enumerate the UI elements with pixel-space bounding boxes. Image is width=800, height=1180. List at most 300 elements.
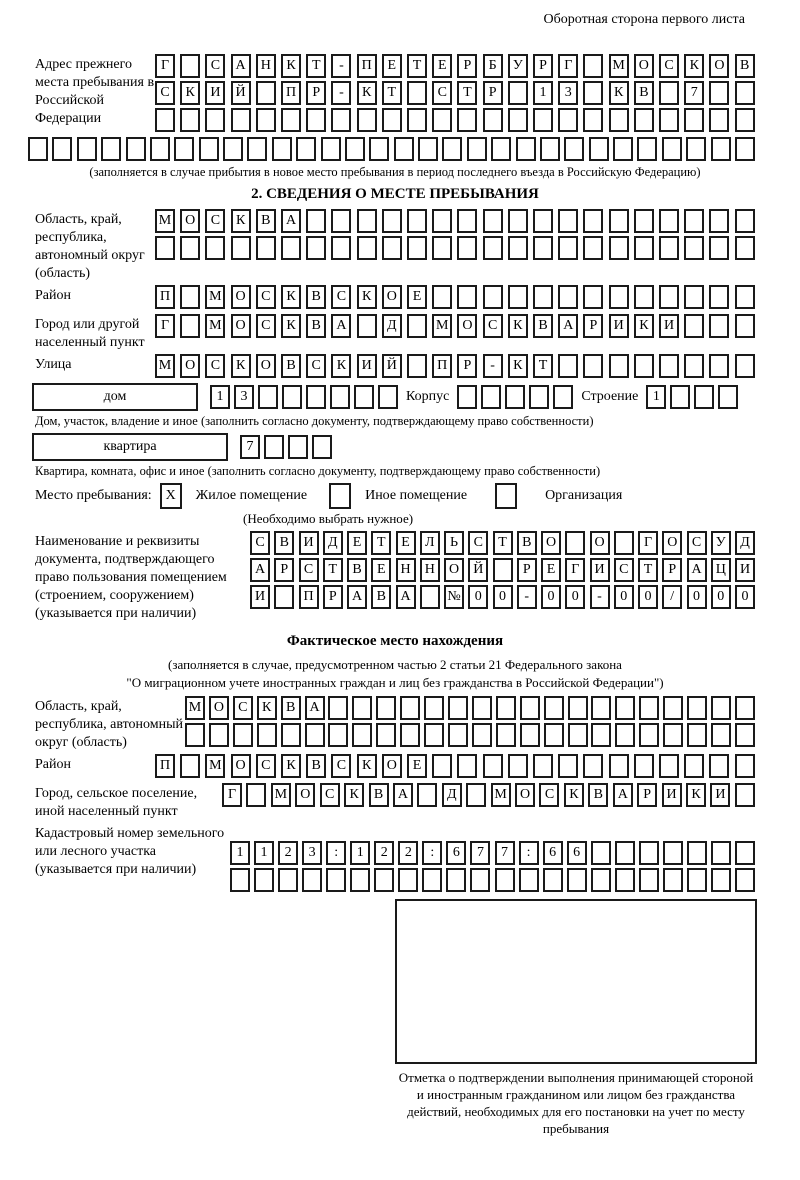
char-box[interactable]: : (326, 841, 346, 865)
char-box[interactable] (529, 385, 549, 409)
char-box[interactable]: 0 (735, 585, 755, 609)
char-box[interactable] (533, 285, 553, 309)
char-box[interactable] (369, 137, 389, 161)
char-box[interactable] (735, 723, 755, 747)
char-box[interactable] (288, 435, 308, 459)
char-box[interactable]: С (256, 754, 276, 778)
char-box[interactable] (735, 868, 755, 892)
char-box[interactable] (493, 558, 513, 582)
char-box[interactable]: М (491, 783, 511, 807)
char-box[interactable]: В (256, 209, 276, 233)
char-box[interactable]: Г (155, 314, 175, 338)
char-box[interactable] (199, 137, 219, 161)
char-box[interactable] (302, 868, 322, 892)
char-box[interactable] (634, 108, 654, 132)
char-box[interactable] (558, 354, 578, 378)
char-box[interactable]: А (331, 314, 351, 338)
char-box[interactable] (321, 137, 341, 161)
char-box[interactable] (378, 385, 398, 409)
char-box[interactable]: К (231, 209, 251, 233)
char-box[interactable] (709, 108, 729, 132)
char-box[interactable]: Н (420, 558, 440, 582)
char-box[interactable] (615, 723, 635, 747)
char-box[interactable] (357, 314, 377, 338)
char-box[interactable] (398, 868, 418, 892)
char-box[interactable] (328, 696, 348, 720)
char-box[interactable] (305, 723, 325, 747)
char-box[interactable] (483, 209, 503, 233)
char-box[interactable] (282, 385, 302, 409)
char-box[interactable] (180, 236, 200, 260)
char-box[interactable] (583, 81, 603, 105)
char-box[interactable] (352, 723, 372, 747)
char-box[interactable] (180, 54, 200, 78)
char-box[interactable] (382, 108, 402, 132)
char-box[interactable] (457, 209, 477, 233)
char-box[interactable]: Е (407, 754, 427, 778)
char-box[interactable] (457, 754, 477, 778)
char-box[interactable] (591, 696, 611, 720)
char-box[interactable]: Д (323, 531, 343, 555)
checkbox-zhiloe[interactable]: X (160, 483, 182, 509)
char-box[interactable]: 6 (446, 841, 466, 865)
char-box[interactable] (185, 723, 205, 747)
char-box[interactable]: О (634, 54, 654, 78)
char-box[interactable]: Р (583, 314, 603, 338)
char-box[interactable]: К (331, 354, 351, 378)
char-box[interactable]: К (634, 314, 654, 338)
char-box[interactable]: Т (382, 81, 402, 105)
char-box[interactable]: В (347, 558, 367, 582)
char-box[interactable] (711, 696, 731, 720)
char-box[interactable]: 3 (558, 81, 578, 105)
char-box[interactable] (615, 868, 635, 892)
char-box[interactable]: В (306, 314, 326, 338)
char-box[interactable] (583, 54, 603, 78)
char-box[interactable] (659, 108, 679, 132)
char-box[interactable] (686, 137, 706, 161)
char-box[interactable] (296, 137, 316, 161)
char-box[interactable] (407, 236, 427, 260)
char-box[interactable] (533, 754, 553, 778)
char-box[interactable]: Е (432, 54, 452, 78)
char-box[interactable]: А (558, 314, 578, 338)
char-box[interactable]: М (205, 754, 225, 778)
char-box[interactable] (442, 137, 462, 161)
char-box[interactable]: Е (407, 285, 427, 309)
char-box[interactable] (330, 385, 350, 409)
char-box[interactable] (357, 108, 377, 132)
char-box[interactable]: - (331, 54, 351, 78)
char-box[interactable] (312, 435, 332, 459)
char-box[interactable]: С (483, 314, 503, 338)
char-box[interactable]: К (686, 783, 706, 807)
char-box[interactable]: 1 (210, 385, 230, 409)
char-box[interactable] (543, 868, 563, 892)
char-box[interactable]: Г (638, 531, 658, 555)
char-box[interactable]: / (662, 585, 682, 609)
char-box[interactable]: 1 (533, 81, 553, 105)
char-box[interactable]: А (250, 558, 270, 582)
char-box[interactable] (735, 696, 755, 720)
char-box[interactable] (568, 723, 588, 747)
char-box[interactable]: У (508, 54, 528, 78)
char-box[interactable] (687, 841, 707, 865)
char-box[interactable] (565, 531, 585, 555)
char-box[interactable] (306, 209, 326, 233)
char-box[interactable] (331, 209, 351, 233)
char-box[interactable] (609, 108, 629, 132)
char-box[interactable]: И (659, 314, 679, 338)
char-box[interactable]: О (295, 783, 315, 807)
char-box[interactable]: М (185, 696, 205, 720)
char-box[interactable]: И (662, 783, 682, 807)
char-box[interactable] (491, 137, 511, 161)
char-box[interactable] (400, 696, 420, 720)
char-box[interactable]: К (281, 285, 301, 309)
char-box[interactable]: В (371, 585, 391, 609)
char-box[interactable]: В (533, 314, 553, 338)
char-box[interactable]: С (205, 209, 225, 233)
char-box[interactable]: Т (638, 558, 658, 582)
char-box[interactable] (126, 137, 146, 161)
char-box[interactable]: О (231, 754, 251, 778)
char-box[interactable] (483, 754, 503, 778)
char-box[interactable]: О (231, 314, 251, 338)
char-box[interactable]: И (205, 81, 225, 105)
char-box[interactable]: В (306, 285, 326, 309)
char-box[interactable]: Д (442, 783, 462, 807)
char-box[interactable]: С (256, 314, 276, 338)
char-box[interactable]: В (306, 754, 326, 778)
char-box[interactable] (306, 108, 326, 132)
char-box[interactable]: Т (323, 558, 343, 582)
char-box[interactable]: О (457, 314, 477, 338)
char-box[interactable]: 7 (684, 81, 704, 105)
char-box[interactable] (180, 108, 200, 132)
char-box[interactable]: Л (420, 531, 440, 555)
char-box[interactable] (670, 385, 690, 409)
char-box[interactable] (735, 137, 755, 161)
char-box[interactable] (247, 137, 267, 161)
char-box[interactable]: К (564, 783, 584, 807)
char-box[interactable]: Г (155, 54, 175, 78)
char-box[interactable] (564, 137, 584, 161)
char-box[interactable] (508, 81, 528, 105)
char-box[interactable]: № (444, 585, 464, 609)
char-box[interactable] (272, 137, 292, 161)
char-box[interactable] (432, 108, 452, 132)
char-box[interactable] (684, 209, 704, 233)
char-box[interactable] (659, 81, 679, 105)
char-box[interactable]: А (347, 585, 367, 609)
char-box[interactable] (684, 108, 704, 132)
char-box[interactable]: Т (493, 531, 513, 555)
char-box[interactable] (659, 754, 679, 778)
char-box[interactable]: Г (222, 783, 242, 807)
char-box[interactable] (711, 841, 731, 865)
char-box[interactable] (256, 236, 276, 260)
char-box[interactable] (281, 723, 301, 747)
char-box[interactable]: П (432, 354, 452, 378)
char-box[interactable] (663, 723, 683, 747)
char-box[interactable]: 0 (687, 585, 707, 609)
char-box[interactable]: Р (323, 585, 343, 609)
char-box[interactable]: Г (558, 54, 578, 78)
char-box[interactable]: Р (306, 81, 326, 105)
char-box[interactable]: К (609, 81, 629, 105)
char-box[interactable]: С (299, 558, 319, 582)
char-box[interactable]: А (396, 585, 416, 609)
char-box[interactable] (424, 696, 444, 720)
char-box[interactable] (209, 723, 229, 747)
char-box[interactable]: Д (382, 314, 402, 338)
char-box[interactable]: П (281, 81, 301, 105)
char-box[interactable]: 0 (638, 585, 658, 609)
char-box[interactable]: В (517, 531, 537, 555)
char-box[interactable]: П (357, 54, 377, 78)
char-box[interactable] (553, 385, 573, 409)
char-box[interactable]: 1 (230, 841, 250, 865)
char-box[interactable]: В (634, 81, 654, 105)
char-box[interactable]: А (393, 783, 413, 807)
char-box[interactable] (205, 108, 225, 132)
char-box[interactable]: Е (541, 558, 561, 582)
char-box[interactable] (432, 754, 452, 778)
char-box[interactable]: О (180, 354, 200, 378)
char-box[interactable]: Р (274, 558, 294, 582)
char-box[interactable] (583, 354, 603, 378)
char-box[interactable] (687, 696, 707, 720)
char-box[interactable]: 6 (543, 841, 563, 865)
char-box[interactable] (101, 137, 121, 161)
char-box[interactable] (407, 209, 427, 233)
char-box[interactable]: Й (382, 354, 402, 378)
char-box[interactable] (281, 236, 301, 260)
char-box[interactable] (481, 385, 501, 409)
char-box[interactable]: И (299, 531, 319, 555)
char-box[interactable] (544, 723, 564, 747)
char-box[interactable]: О (231, 285, 251, 309)
char-box[interactable] (472, 723, 492, 747)
char-box[interactable]: 1 (350, 841, 370, 865)
char-box[interactable] (591, 723, 611, 747)
char-box[interactable] (483, 236, 503, 260)
char-box[interactable] (533, 108, 553, 132)
char-box[interactable] (254, 868, 274, 892)
char-box[interactable]: С (614, 558, 634, 582)
char-box[interactable] (711, 868, 731, 892)
char-box[interactable] (709, 81, 729, 105)
char-box[interactable] (687, 723, 707, 747)
char-box[interactable] (583, 754, 603, 778)
char-box[interactable]: А (305, 696, 325, 720)
char-box[interactable] (306, 236, 326, 260)
char-box[interactable] (496, 723, 516, 747)
char-box[interactable] (615, 841, 635, 865)
char-box[interactable] (663, 841, 683, 865)
char-box[interactable] (77, 137, 97, 161)
char-box[interactable] (544, 696, 564, 720)
char-box[interactable] (470, 868, 490, 892)
char-box[interactable] (694, 385, 714, 409)
char-box[interactable]: Н (256, 54, 276, 78)
char-box[interactable] (711, 137, 731, 161)
char-box[interactable]: К (281, 754, 301, 778)
char-box[interactable]: О (256, 354, 276, 378)
char-box[interactable]: - (590, 585, 610, 609)
char-box[interactable] (354, 385, 374, 409)
char-box[interactable]: Й (468, 558, 488, 582)
char-box[interactable]: К (180, 81, 200, 105)
char-box[interactable] (508, 754, 528, 778)
char-box[interactable]: М (205, 285, 225, 309)
checkbox-organizaciya[interactable] (495, 483, 517, 509)
char-box[interactable]: 2 (398, 841, 418, 865)
char-box[interactable]: - (331, 81, 351, 105)
char-box[interactable]: С (331, 285, 351, 309)
char-box[interactable]: Р (457, 54, 477, 78)
char-box[interactable]: С (432, 81, 452, 105)
char-box[interactable]: Н (396, 558, 416, 582)
char-box[interactable] (508, 236, 528, 260)
char-box[interactable] (634, 209, 654, 233)
char-box[interactable] (609, 754, 629, 778)
char-box[interactable]: М (271, 783, 291, 807)
char-box[interactable]: С (155, 81, 175, 105)
char-box[interactable] (558, 754, 578, 778)
char-box[interactable]: 0 (493, 585, 513, 609)
char-box[interactable] (558, 236, 578, 260)
char-box[interactable]: : (519, 841, 539, 865)
char-box[interactable] (28, 137, 48, 161)
char-box[interactable] (589, 137, 609, 161)
char-box[interactable] (508, 285, 528, 309)
char-box[interactable] (394, 137, 414, 161)
char-box[interactable] (155, 108, 175, 132)
char-box[interactable]: О (444, 558, 464, 582)
char-box[interactable] (420, 585, 440, 609)
char-box[interactable] (328, 723, 348, 747)
char-box[interactable] (382, 209, 402, 233)
char-box[interactable] (634, 285, 654, 309)
char-box[interactable]: М (155, 209, 175, 233)
char-box[interactable] (382, 236, 402, 260)
char-box[interactable]: 0 (468, 585, 488, 609)
char-box[interactable] (407, 314, 427, 338)
char-box[interactable] (407, 108, 427, 132)
char-box[interactable] (345, 137, 365, 161)
char-box[interactable]: А (613, 783, 633, 807)
char-box[interactable] (432, 209, 452, 233)
char-box[interactable] (662, 137, 682, 161)
char-box[interactable] (709, 754, 729, 778)
char-box[interactable] (533, 236, 553, 260)
char-box[interactable]: К (281, 314, 301, 338)
char-box[interactable] (376, 723, 396, 747)
char-box[interactable] (533, 209, 553, 233)
char-box[interactable] (609, 236, 629, 260)
char-box[interactable]: С (205, 54, 225, 78)
char-box[interactable] (180, 754, 200, 778)
char-box[interactable]: С (205, 354, 225, 378)
char-box[interactable] (155, 236, 175, 260)
char-box[interactable] (609, 354, 629, 378)
char-box[interactable]: 7 (470, 841, 490, 865)
char-box[interactable] (659, 354, 679, 378)
char-box[interactable] (609, 209, 629, 233)
char-box[interactable] (180, 314, 200, 338)
char-box[interactable] (376, 696, 396, 720)
char-box[interactable] (448, 696, 468, 720)
char-box[interactable] (231, 108, 251, 132)
char-box[interactable]: Е (382, 54, 402, 78)
char-box[interactable] (687, 868, 707, 892)
char-box[interactable] (639, 868, 659, 892)
char-box[interactable]: Т (533, 354, 553, 378)
char-box[interactable] (637, 137, 657, 161)
char-box[interactable] (472, 696, 492, 720)
char-box[interactable] (735, 209, 755, 233)
char-box[interactable] (357, 236, 377, 260)
char-box[interactable]: Е (347, 531, 367, 555)
char-box[interactable]: У (711, 531, 731, 555)
char-box[interactable]: Р (517, 558, 537, 582)
char-box[interactable]: К (684, 54, 704, 78)
char-box[interactable] (516, 137, 536, 161)
char-box[interactable] (735, 236, 755, 260)
char-box[interactable]: О (541, 531, 561, 555)
char-box[interactable] (306, 385, 326, 409)
char-box[interactable] (615, 696, 635, 720)
char-box[interactable] (357, 209, 377, 233)
char-box[interactable]: 1 (646, 385, 666, 409)
char-box[interactable] (180, 285, 200, 309)
char-box[interactable]: Ц (711, 558, 731, 582)
char-box[interactable]: 7 (240, 435, 260, 459)
char-box[interactable]: Ь (444, 531, 464, 555)
char-box[interactable] (583, 236, 603, 260)
char-box[interactable] (709, 285, 729, 309)
char-box[interactable] (424, 723, 444, 747)
char-box[interactable] (659, 209, 679, 233)
char-box[interactable]: Т (306, 54, 326, 78)
char-box[interactable] (735, 108, 755, 132)
char-box[interactable] (659, 236, 679, 260)
char-box[interactable]: О (180, 209, 200, 233)
char-box[interactable]: И (357, 354, 377, 378)
char-box[interactable] (718, 385, 738, 409)
char-box[interactable]: 2 (278, 841, 298, 865)
char-box[interactable]: С (306, 354, 326, 378)
char-box[interactable]: В (588, 783, 608, 807)
char-box[interactable]: В (735, 54, 755, 78)
char-box[interactable]: О (515, 783, 535, 807)
char-box[interactable]: С (331, 754, 351, 778)
char-box[interactable]: В (274, 531, 294, 555)
char-box[interactable]: К (357, 81, 377, 105)
char-box[interactable] (352, 696, 372, 720)
char-box[interactable] (422, 868, 442, 892)
char-box[interactable] (230, 868, 250, 892)
char-box[interactable]: К (344, 783, 364, 807)
char-box[interactable] (223, 137, 243, 161)
char-box[interactable]: К (508, 354, 528, 378)
char-box[interactable] (583, 108, 603, 132)
char-box[interactable] (735, 285, 755, 309)
char-box[interactable] (417, 783, 437, 807)
char-box[interactable]: К (231, 354, 251, 378)
